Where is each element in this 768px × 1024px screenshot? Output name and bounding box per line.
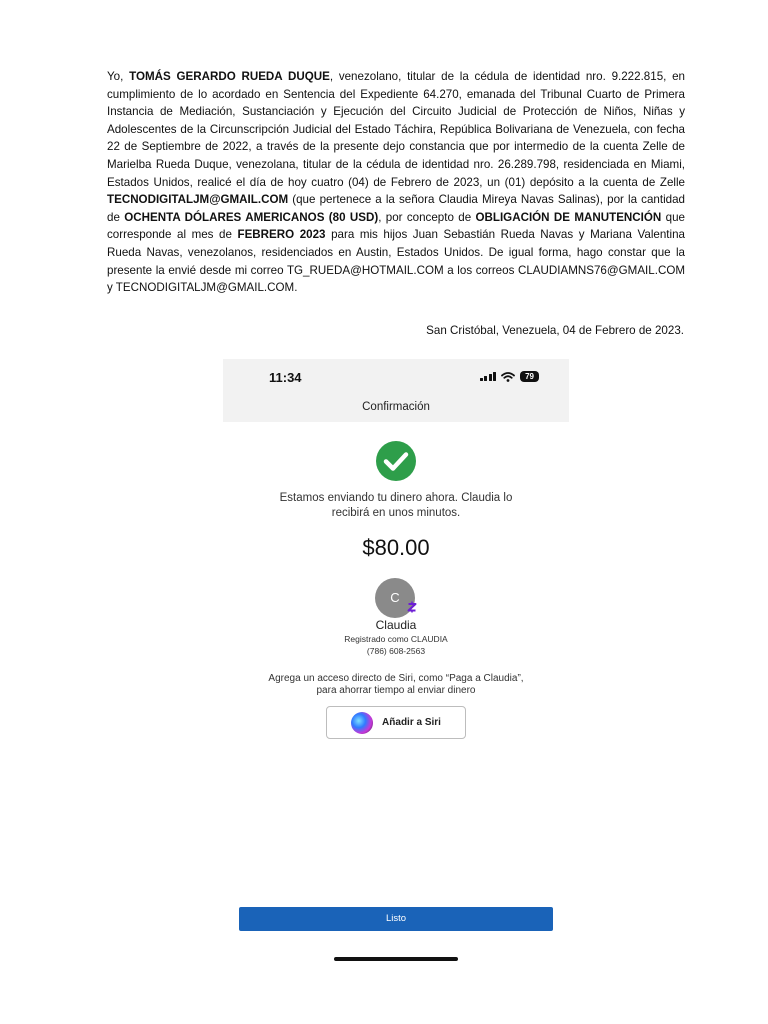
phone-status-header — [223, 359, 569, 422]
letter-body — [107, 68, 685, 297]
letter-paragraph: Yo, TOMÁS GERARDO RUEDA DUQUE, venezolano, titular de la cédula de identidad nro. 9.222.815, en cumplimiento de lo acordado en Sentencia del Expediente 64.270, emanada del Tribunal Cuarto de Primera Instancia de Mediación, Sustanciación y Ejecución del Circuito Judicial de Protección de Niños, Niñas y Adolescentes de la Circunscripción Judicial del Estado Táchira, República Bolivariana de Venezuela, con fecha 22 de Septiembre de 2022, a través de la presente dejo constancia que por intermedio de la cuenta Zelle de Marielba Rueda Duque, venezolana, titular de la cédula de identidad nro. 26.289.798, residenciada en Miami, Estados Unidos, realicé el día de hoy cuatro (04) de Febrero de 2023, un (01) depósito a la cuenta de Zelle TECNODIGITALJM@GMAIL.COM (que pertenece a la señora Claudia Mireya Navas Salinas), por la cantidad de OCHENTA DÓLARES AMERICANOS (80 USD), por concepto de OBLIGACIÓN DE MANUTENCIÓN que corresponde al mes de FEBRERO 2023 para mis hijos Juan Sebastián Rueda Navas y Mariana Valentina Rueda Navas, venezolanos, residenciados en Austin, Estados Unidos. De igual forma, hago constar que la presente la envié desde mi correo TG_RUEDA@HOTMAIL.COM a los correos CLAUDIAMNS76@GMAIL.COM y TECNODIGITALJM@GMAIL.COM. — [107, 70, 685, 295]
signal-icon — [480, 372, 497, 381]
battery-icon: 79 — [520, 371, 539, 382]
recipient-name: Claudia — [375, 618, 417, 632]
payment-month: FEBRERO 2023 — [237, 228, 326, 242]
transfer-amount: $80.00 — [362, 535, 430, 560]
amount-in-words: OCHENTA DÓLARES AMERICANOS (80 USD) — [124, 210, 379, 224]
add-to-siri-label: Añadir a Siri — [382, 717, 441, 728]
place-date-signature: San Cristóbal, Venezuela, 04 de Febrero de 2023. — [426, 324, 684, 337]
home-indicator[interactable] — [334, 957, 458, 961]
avatar: C — [375, 578, 415, 618]
check-circle-icon — [375, 440, 417, 482]
confirmation-message: Estamos enviando tu dinero ahora. Claudia lo recibirá en unos minutos. — [279, 492, 513, 519]
wifi-icon — [501, 372, 515, 382]
siri-suggestion-text: Agrega un acceso directo de Siri, como “Paga a Claudia”, para ahorrar tiempo al enviar dinero — [268, 673, 524, 696]
siri-icon — [351, 712, 373, 734]
payment-concept: OBLIGACIÓN DE MANUTENCIÓN — [475, 210, 662, 224]
zelle-icon — [407, 601, 417, 613]
recipient-phone: (786) 608-2563 — [366, 646, 426, 656]
add-to-siri-button[interactable] — [326, 706, 466, 739]
recipient-email: TECNODIGITALJM@GMAIL.COM — [107, 193, 289, 207]
done-button[interactable]: Listo — [239, 907, 553, 931]
screen-title: Confirmación — [362, 401, 430, 413]
declarant-name: TOMÁS GERARDO RUEDA DUQUE — [129, 70, 330, 83]
status-icons — [480, 371, 539, 382]
status-time: 11:34 — [269, 370, 302, 385]
recipient-registered-name: Registrado como CLAUDIA — [344, 634, 448, 644]
